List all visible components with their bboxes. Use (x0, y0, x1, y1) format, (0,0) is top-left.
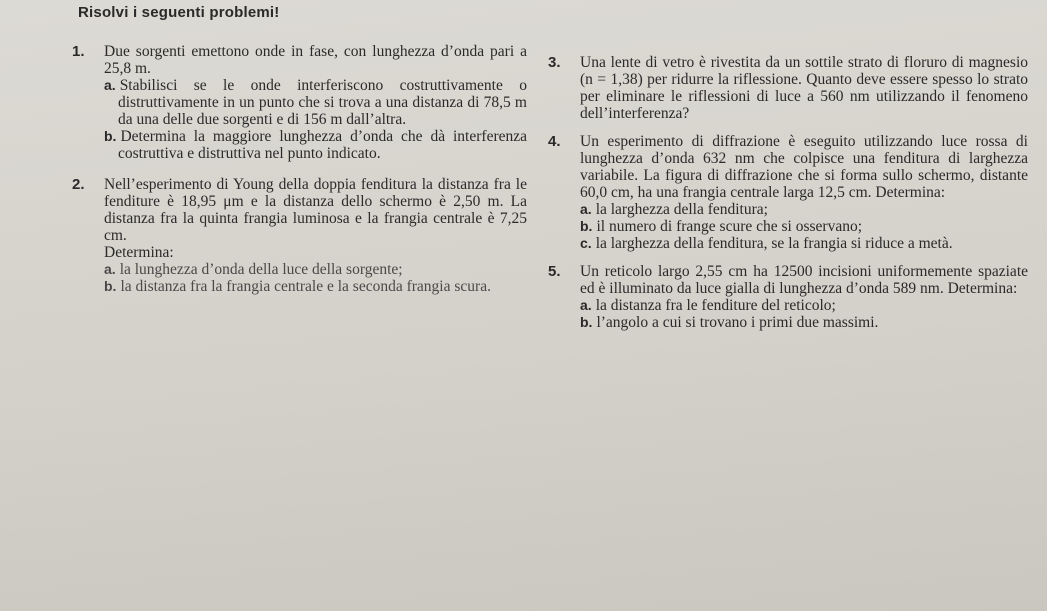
problem-1 (72, 43, 527, 162)
problem-item (104, 261, 527, 278)
problem-3 (548, 54, 1028, 122)
item-letter: b. (104, 128, 117, 144)
item-text: il numero di frange scure che si osservano; (596, 218, 863, 235)
problem-number: 2. (72, 176, 85, 193)
problem-text: Un reticolo largo 2,55 cm ha 12500 incisioni uniformemente spaziate ed è illuminato da luce gialla di lunghezza d’onda 589 nm. Determina: (580, 263, 1028, 297)
problem-4 (548, 133, 1028, 252)
item-text: l’angolo a cui si trovano i primi due massimi. (596, 314, 879, 331)
problem-item (580, 218, 1028, 235)
left-column (72, 43, 527, 306)
determine-label: Determina: (104, 244, 174, 261)
item-letter: b. (580, 218, 593, 234)
problem-number: 4. (548, 133, 561, 150)
problem-item (104, 77, 527, 128)
problem-text: Un esperimento di diffrazione è eseguito utilizzando luce rossa di lunghezza d’onda 632 nm che colpisce una fenditura di larghezza variabile. La figura di diffrazione che si forma sullo schermo, distante 60,0 cm, ha una frangia centrale larga 12,5 cm. Determina: (580, 133, 1028, 201)
item-text: la distanza fra le fenditure del reticolo; (595, 297, 836, 314)
problem-2 (72, 176, 527, 295)
problem-item (580, 297, 1028, 314)
item-text: la distanza fra la frangia centrale e la seconda frangia scura. (120, 278, 491, 295)
problem-number: 5. (548, 263, 561, 280)
item-letter: a. (580, 297, 592, 313)
item-text: la larghezza della fenditura; (595, 201, 768, 218)
item-letter: a. (580, 201, 592, 217)
problem-text: Nell’esperimento di Young della doppia fenditura la distanza fra le fenditure è 18,95 μm e la distanza dello schermo è 2,50 m. La distanza fra la quinta frangia luminosa e la frangia centrale è 7,25 cm. (104, 176, 527, 244)
problem-item (104, 278, 527, 295)
item-text: Determina la maggiore lunghezza d’onda che dà interferenza costruttiva e distruttiva nel punto indicato. (118, 128, 527, 162)
item-letter: b. (580, 314, 593, 330)
problem-item (104, 128, 527, 162)
problem-text: Due sorgenti emettono onde in fase, con lunghezza d’onda pari a 25,8 m. (104, 43, 527, 77)
problem-item (580, 314, 1028, 331)
page-heading: Risolvi i seguenti problemi! (78, 4, 280, 21)
problem-text: Una lente di vetro è rivestita da un sottile strato di floruro di magnesio (n = 1,38) per ridurre la riflessione. Quanto deve essere spesso lo strato per eliminare le riflessioni di luce a 560 nm utilizzando il fenomeno dell’interferenza? (580, 54, 1028, 122)
item-letter: a. (104, 77, 116, 93)
problem-5 (548, 263, 1028, 331)
item-letter: c. (580, 235, 592, 251)
item-letter: a. (104, 261, 116, 277)
right-column (548, 54, 1028, 342)
problem-item (580, 201, 1028, 218)
item-text: la larghezza della fenditura, se la frangia si riduce a metà. (595, 235, 953, 252)
problem-number: 3. (548, 54, 561, 71)
item-text: Stabilisci se le onde interferiscono costruttivamente o distruttivamente in un punto che si trova a una distanza di 78,5 m da una delle due sorgenti e di 156 m dall’altra. (118, 77, 527, 128)
item-letter: b. (104, 278, 117, 294)
problem-number: 1. (72, 43, 85, 60)
item-text: la lunghezza d’onda della luce della sorgente; (119, 261, 403, 278)
problem-item (580, 235, 1028, 252)
